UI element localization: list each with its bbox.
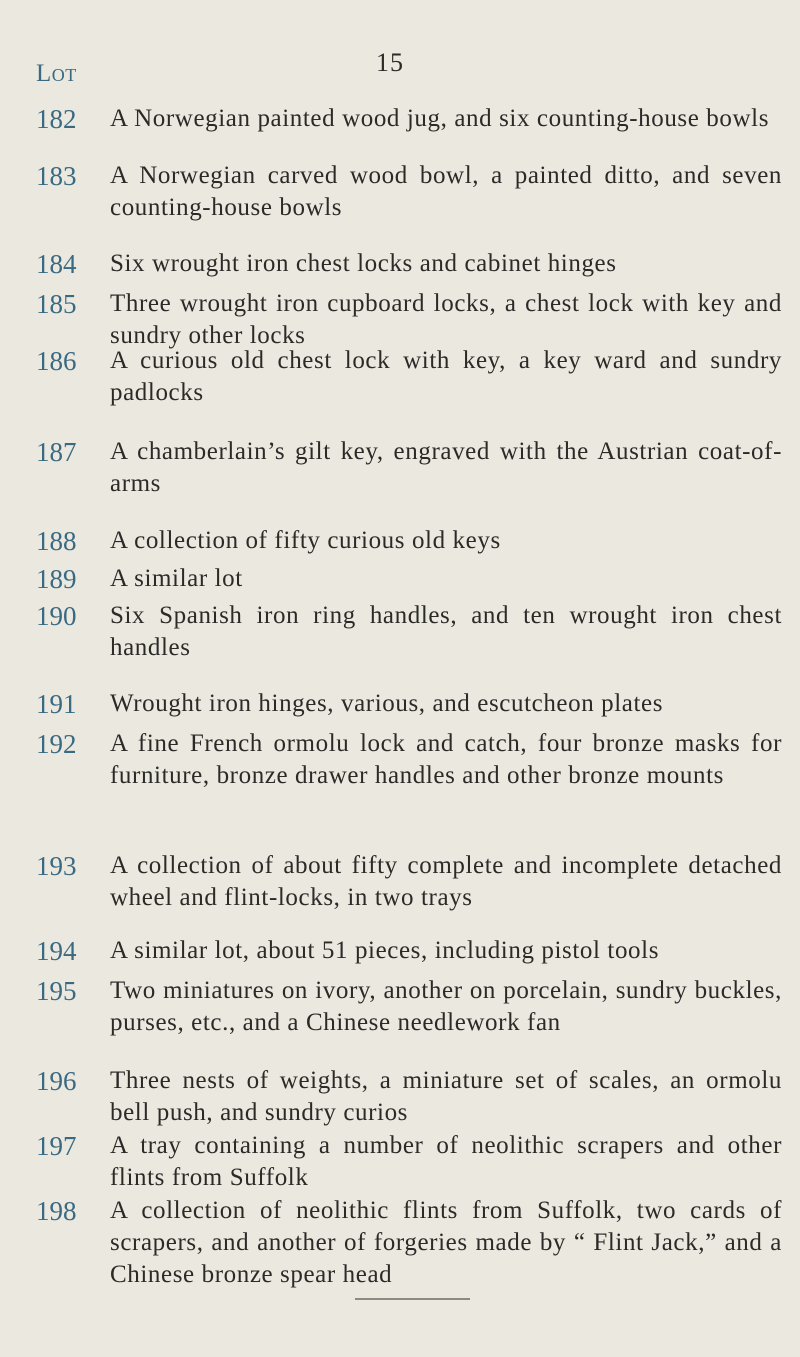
lot-description: A similar lot, about 51 pieces, including pistol tools (110, 937, 660, 964)
lot-number: 195 (36, 976, 77, 1006)
lot-description: A chamberlain’s gilt key, engraved with the Austrian coat-of-arms (110, 438, 782, 497)
lot-column-heading: Lot (36, 60, 77, 87)
lot-number: 190 (36, 601, 77, 631)
lot-number: 194 (36, 936, 77, 966)
lot-number: 183 (36, 161, 77, 191)
page-number: 15 (376, 48, 404, 77)
lot-number: 197 (36, 1131, 77, 1161)
lot-description: A Norwegian carved wood bowl, a painted ditto, and seven counting-house bowls (110, 162, 782, 221)
lot-number: 185 (36, 289, 77, 319)
lot-description: A tray containing a number of neolithic scrapers and other flints from Suffolk (110, 1132, 782, 1191)
lot-number: 198 (36, 1196, 77, 1226)
lot-description: A similar lot (110, 565, 243, 592)
lot-description: A Norwegian painted wood jug, and six counting-house bowls (110, 105, 770, 132)
lot-description: A curious old chest lock with key, a key ward and sundry padlocks (110, 347, 782, 406)
lot-number: 196 (36, 1066, 77, 1096)
lot-number: 182 (36, 104, 77, 134)
closing-rule (355, 1298, 470, 1300)
lot-description: Six Spanish iron ring handles, and ten wrought iron chest handles (110, 602, 782, 661)
lot-number: 193 (36, 851, 77, 881)
lot-number: 186 (36, 346, 77, 376)
lot-description: Three nests of weights, a miniature set of scales, an ormolu bell push, and sundry curios (110, 1067, 782, 1126)
lot-description: A collection of neolithic flints from Suffolk, two cards of scrapers, and another of forgeries made by “ Flint Jack,” and a Chinese bronze spear head (110, 1197, 782, 1288)
lot-number: 187 (36, 437, 77, 467)
lot-description: A fine French ormolu lock and catch, four bronze masks for furniture, bronze drawer handles and other bronze mounts (110, 730, 782, 789)
lot-description: Wrought iron hinges, various, and escutcheon plates (110, 690, 664, 717)
lot-number: 188 (36, 526, 77, 556)
lot-number: 184 (36, 249, 77, 279)
lot-description: Two miniatures on ivory, another on porcelain, sundry buckles, purses, etc., and a Chinese needlework fan (110, 977, 782, 1036)
lot-number: 189 (36, 564, 77, 594)
lot-description: A collection of about fifty complete and incomplete detached wheel and flint-locks, in two trays (110, 852, 782, 911)
lot-number: 191 (36, 689, 77, 719)
lot-description: Three wrought iron cupboard locks, a chest lock with key and sundry other locks (110, 290, 782, 349)
lot-description: A collection of fifty curious old keys (110, 527, 501, 554)
lot-description: Six wrought iron chest locks and cabinet hinges (110, 250, 617, 277)
lot-number: 192 (36, 729, 77, 759)
